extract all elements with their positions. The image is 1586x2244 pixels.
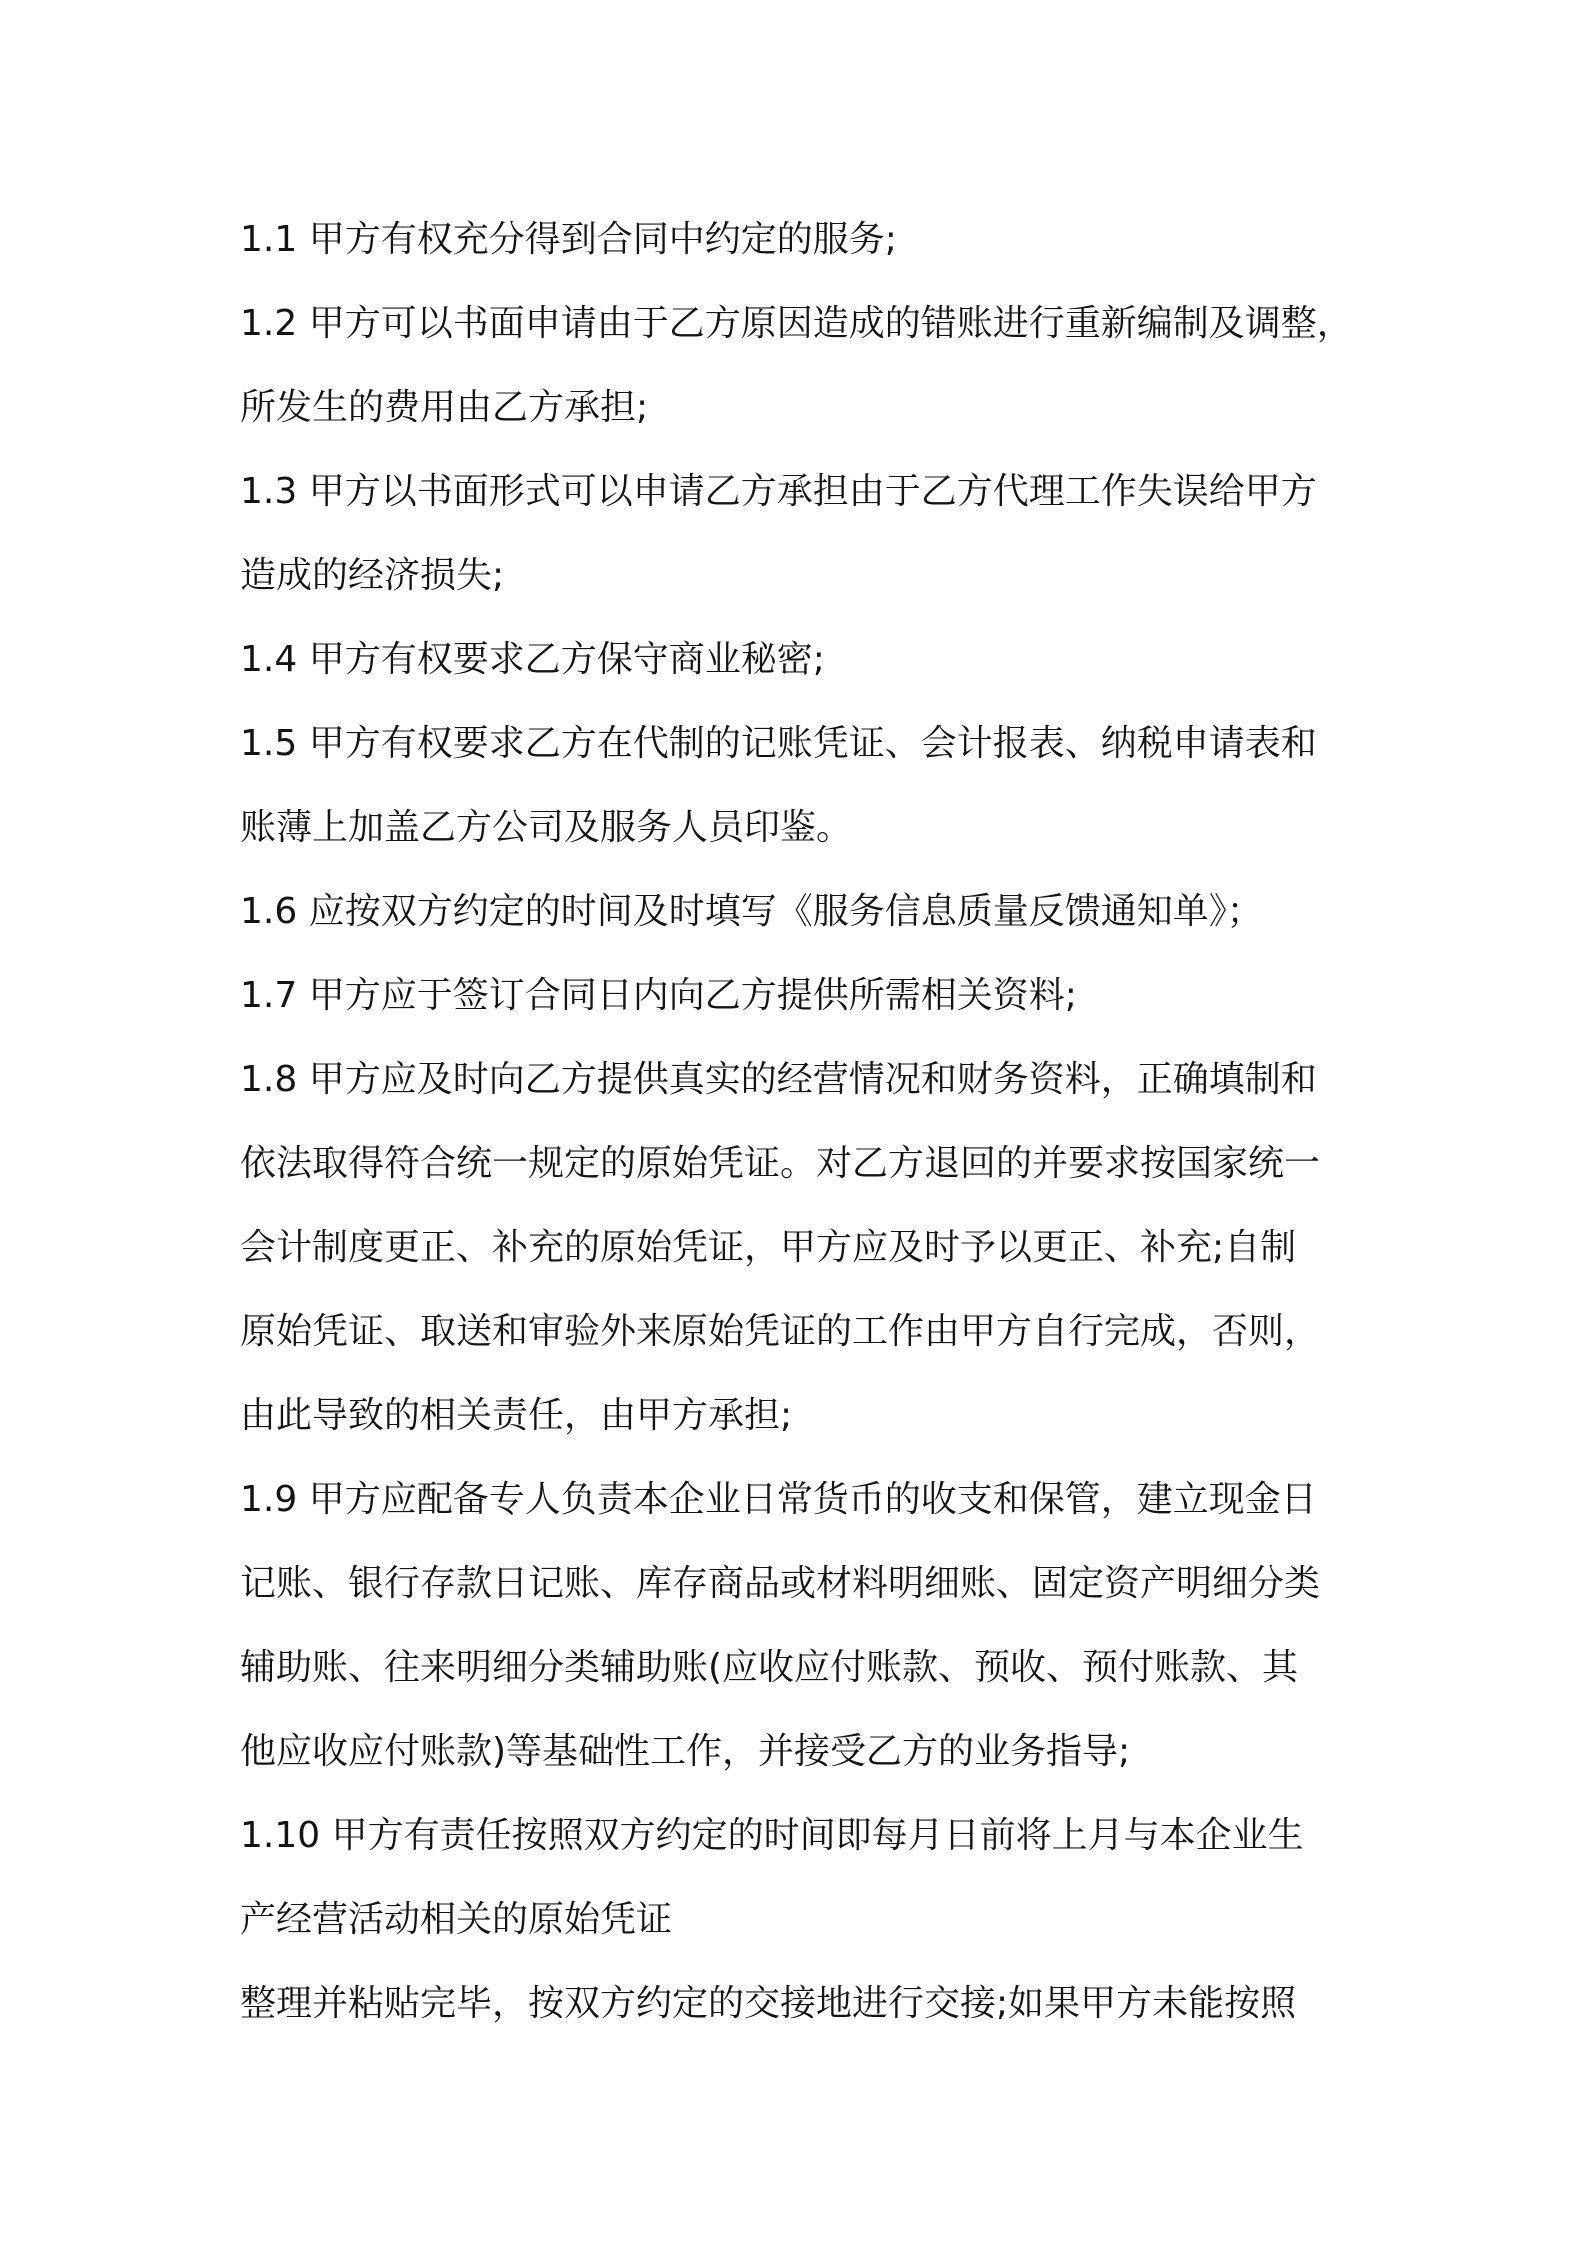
- text-line: 依法取得符合统一规定的原始凭证。对乙方退回的并要求按国家统一: [240, 1143, 1321, 1184]
- document-body: [240, 198, 1370, 2046]
- text-line: 1.4 甲方有权要求乙方保守商业秘密;: [240, 639, 825, 680]
- text-line: 1.3 甲方以书面形式可以申请乙方承担由于乙方代理工作失误给甲方: [240, 471, 1317, 512]
- text-line: 账薄上加盖乙方公司及服务人员印鉴。: [240, 807, 853, 848]
- text-line: 原始凭证、取送和审验外来原始凭证的工作由甲方自行完成，否则，: [240, 1311, 1321, 1352]
- text-line: 1.8 甲方应及时向乙方提供真实的经营情况和财务资料，正确填制和: [240, 1059, 1317, 1100]
- text-line: 产经营活动相关的原始凭证: [240, 1899, 673, 1940]
- text-line: 1.1 甲方有权充分得到合同中约定的服务;: [240, 219, 897, 260]
- text-line: 1.9 甲方应配备专人负责本企业日常货币的收支和保管，建立现金日: [240, 1479, 1317, 1520]
- text-line: 会计制度更正、补充的原始凭证，甲方应及时予以更正、补充;自制: [240, 1227, 1297, 1268]
- text-line: 所发生的费用由乙方承担;: [240, 387, 649, 428]
- text-line: 1.2 甲方可以书面申请由于乙方原因造成的错账进行重新编制及调整，: [240, 303, 1353, 344]
- text-line: 辅助账、往来明细分类辅助账(应收应付账款、预收、预付账款、其: [240, 1647, 1299, 1688]
- text-line: 1.10 甲方有责任按照双方约定的时间即每月日前将上月与本企业生: [240, 1815, 1304, 1856]
- text-line: 造成的经济损失;: [240, 555, 505, 596]
- text-line: 记账、银行存款日记账、库存商品或材料明细账、固定资产明细分类: [240, 1563, 1321, 1604]
- text-line: 整理并粘贴完毕，按双方约定的交接地进行交接;如果甲方未能按照: [240, 1983, 1297, 2024]
- text-line: 1.5 甲方有权要求乙方在代制的记账凭证、会计报表、纳税申请表和: [240, 723, 1317, 764]
- text-line: 他应收应付账款)等基础性工作，并接受乙方的业务指导;: [240, 1731, 1131, 1772]
- text-line: 由此导致的相关责任，由甲方承担;: [240, 1395, 793, 1436]
- text-line: 1.6 应按双方约定的时间及时填写《服务信息质量反馈通知单》；: [240, 891, 1263, 932]
- text-line: 1.7 甲方应于签订合同日内向乙方提供所需相关资料;: [240, 975, 1077, 1016]
